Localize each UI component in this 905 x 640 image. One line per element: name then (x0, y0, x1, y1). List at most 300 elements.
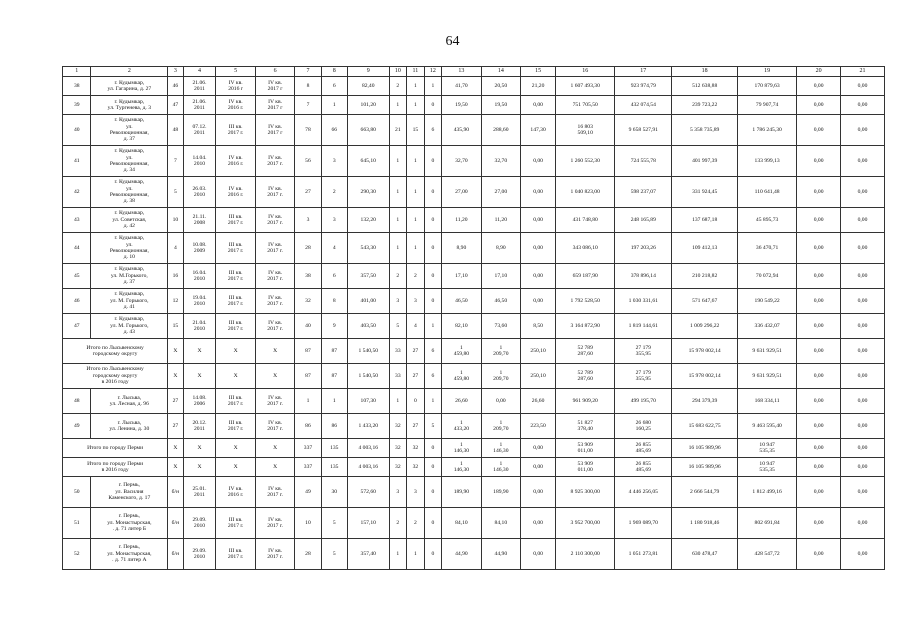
table-row (63, 177, 885, 208)
column-header: 18 (672, 67, 738, 77)
table-cell: X (216, 339, 255, 364)
table-cell: 49 (63, 414, 91, 439)
table-cell: 336 432,07 (738, 314, 797, 339)
table-cell: 0 (424, 458, 442, 477)
table-cell: 3 (295, 208, 321, 233)
table-cell: 645,10 (347, 146, 389, 177)
table-cell: X (183, 364, 216, 389)
table-cell: 1 (407, 208, 425, 233)
column-header: 7 (295, 67, 321, 77)
address-cell: г. Кудымкар, ул. Тургенева, д. 3 (91, 96, 168, 115)
table-cell: 4 003,16 (347, 458, 389, 477)
table-cell: 84,10 (442, 508, 481, 539)
table-cell: 0,00 (797, 264, 841, 289)
table-cell: X (216, 439, 255, 458)
table-cell: 29.09. 2010 (183, 539, 216, 570)
table-cell: 0 (424, 539, 442, 570)
table-cell: 86 (321, 414, 347, 439)
table-cell: 0,00 (521, 177, 556, 208)
table-cell: 1 607 493,30 (556, 77, 615, 96)
table-cell: 40 (63, 115, 91, 146)
table-cell: 0,00 (521, 146, 556, 177)
table-cell: 0,00 (797, 233, 841, 264)
table-cell: 598 237,07 (615, 177, 672, 208)
table-cell: 1 009 296,22 (672, 314, 738, 339)
table-cell: 1 051 273,81 (615, 539, 672, 570)
table-cell: 1 209,70 (481, 339, 520, 364)
table-cell: 26 855 485,69 (615, 458, 672, 477)
table-cell: 17,10 (442, 264, 481, 289)
table-cell: 1 819 144,61 (615, 314, 672, 339)
table-cell: 5 (424, 414, 442, 439)
table-cell: 1 (389, 208, 407, 233)
table-cell: 2 110 300,00 (556, 539, 615, 570)
table-cell: 70 072,94 (738, 264, 797, 289)
table-cell: 0,00 (797, 439, 841, 458)
table-cell: 79 907,74 (738, 96, 797, 115)
table-cell: 5 (389, 314, 407, 339)
table-cell: 44 (63, 233, 91, 264)
table-cell: 9 463 595,40 (738, 414, 797, 439)
table-cell: 87 (321, 364, 347, 389)
table-cell: 572,60 (347, 477, 389, 508)
column-header: 14 (481, 67, 520, 77)
table-cell: 331 924,45 (672, 177, 738, 208)
address-cell: г. Кудымкар, ул. М. Горького, д. 43 (91, 314, 168, 339)
table-cell: X (183, 439, 216, 458)
table-cell: 0,00 (521, 508, 556, 539)
table-cell: 0,00 (481, 389, 520, 414)
table-cell: 4 (168, 233, 183, 264)
table-cell: 0,00 (521, 289, 556, 314)
table-row (63, 389, 885, 414)
table-cell: 27 (168, 389, 183, 414)
table-cell: 0,00 (797, 414, 841, 439)
table-cell: III кв. 2017 г. (216, 414, 255, 439)
table-cell: 38 (63, 77, 91, 96)
table-cell: 1 (295, 389, 321, 414)
table-cell: 8 925 300,00 (556, 477, 615, 508)
table-cell: 0 (424, 477, 442, 508)
header-row (63, 67, 885, 77)
table-cell: 1 (321, 96, 347, 115)
table-cell: 20,50 (481, 77, 520, 96)
table-cell: 147,30 (521, 115, 556, 146)
table-cell: 1 (389, 539, 407, 570)
table-cell: 1 459,80 (442, 339, 481, 364)
table-cell: 0,00 (521, 233, 556, 264)
table-cell: 47 (63, 314, 91, 339)
table-cell: 109 412,13 (672, 233, 738, 264)
table-cell: 25.01. 2011 (183, 477, 216, 508)
table-cell: IV кв. 2016 г (216, 77, 255, 96)
table-cell: 21,20 (521, 77, 556, 96)
table-cell: III кв. 2017 г. (216, 233, 255, 264)
table-cell: 357,40 (347, 539, 389, 570)
table-row (63, 477, 885, 508)
table-cell: IV кв. 2017 г. (255, 289, 294, 314)
table-cell: 46 (63, 289, 91, 314)
table-cell: 2 666 544,79 (672, 477, 738, 508)
table-cell: 27 (407, 339, 425, 364)
table-cell: 135 (321, 458, 347, 477)
table-cell: 403,50 (347, 314, 389, 339)
table-cell: 543,30 (347, 233, 389, 264)
table-cell: 42 (63, 177, 91, 208)
table-cell: III кв. 2017 г. (216, 508, 255, 539)
table-cell: IV кв. 2017 г. (255, 177, 294, 208)
column-header: 20 (797, 67, 841, 77)
table-row (63, 264, 885, 289)
table-cell: IV кв. 2017 г. (255, 314, 294, 339)
address-cell: г. Кудымкар, ул. М. Горького, д. 41 (91, 289, 168, 314)
table-cell: 0,00 (797, 314, 841, 339)
table-cell: 0,00 (797, 389, 841, 414)
table-cell: 248 165,89 (615, 208, 672, 233)
table-cell: 0,00 (841, 439, 885, 458)
table-cell: 133 999,13 (738, 146, 797, 177)
table-cell: 52 789 287,60 (556, 364, 615, 389)
table-cell: 0,00 (521, 264, 556, 289)
table-cell: 78 (295, 115, 321, 146)
table-cell: 1 146,30 (481, 439, 520, 458)
table-cell: 137 687,18 (672, 208, 738, 233)
table-cell: 47 (168, 96, 183, 115)
table-cell: X (183, 458, 216, 477)
table-cell: 10 (168, 208, 183, 233)
table-cell: 7 (168, 146, 183, 177)
table-cell: 27 179 355,95 (615, 339, 672, 364)
table-cell: 51 (63, 508, 91, 539)
address-cell: г. Кудымкар, ул. Революционная, д. 10 (91, 233, 168, 264)
address-cell: г. Кудымкар, ул. Революционная, д. 34 (91, 146, 168, 177)
table-cell: 0 (424, 146, 442, 177)
table-cell: 51 827 378,40 (556, 414, 615, 439)
table-row (63, 96, 885, 115)
table-row (63, 508, 885, 539)
column-header: 2 (91, 67, 168, 77)
table-cell: 4 003,16 (347, 439, 389, 458)
table-cell: 0 (424, 289, 442, 314)
table-cell: 45 895,73 (738, 208, 797, 233)
table-cell: 29.09. 2010 (183, 508, 216, 539)
table-cell: 961 909,20 (556, 389, 615, 414)
table-cell: 15 978 002,14 (672, 339, 738, 364)
table-cell: 210 218,82 (672, 264, 738, 289)
table-cell: 0,00 (841, 389, 885, 414)
table-cell: 0,00 (797, 339, 841, 364)
table-cell: IV кв. 2017 г (255, 96, 294, 115)
table-cell: 46,50 (481, 289, 520, 314)
table-cell: 52 789 287,60 (556, 339, 615, 364)
table-cell: IV кв. 2016 г. (216, 477, 255, 508)
table-cell: 10 947 535,35 (738, 439, 797, 458)
table-cell: 0,00 (841, 289, 885, 314)
table-cell: 0,00 (797, 289, 841, 314)
table-row (63, 414, 885, 439)
table-cell: III кв. 2017 г. (216, 389, 255, 414)
table-cell: 82,10 (442, 314, 481, 339)
table-cell: 9 658 527,91 (615, 115, 672, 146)
total-row (63, 439, 885, 458)
table-cell: 15 (407, 115, 425, 146)
table-cell: 14.08. 2006 (183, 389, 216, 414)
table-cell: 0,00 (841, 458, 885, 477)
table-cell: IV кв. 2017 г (255, 115, 294, 146)
table-cell: 27 179 355,95 (615, 364, 672, 389)
table-cell: 1 (389, 389, 407, 414)
column-header: 5 (216, 67, 255, 77)
table-cell: 571 647,67 (672, 289, 738, 314)
table-cell: 170 879,63 (738, 77, 797, 96)
table-cell: 32 (407, 458, 425, 477)
table-cell: 0,00 (797, 508, 841, 539)
table-cell: 32,70 (442, 146, 481, 177)
table-cell: 3 (389, 477, 407, 508)
table-cell: 1 (389, 177, 407, 208)
column-header: 17 (615, 67, 672, 77)
table-cell: 197 203,26 (615, 233, 672, 264)
table-cell: III кв. 2017 г. (216, 115, 255, 146)
table-cell: 250,10 (521, 339, 556, 364)
table-cell: 630 478,47 (672, 539, 738, 570)
table-cell: 435,90 (442, 115, 481, 146)
table-cell: X (168, 364, 183, 389)
table-cell: 41,70 (442, 77, 481, 96)
table-cell: 07.12. 2011 (183, 115, 216, 146)
table-cell: 48 (168, 115, 183, 146)
table-cell: X (168, 458, 183, 477)
table-cell: 157,10 (347, 508, 389, 539)
table-cell: 132,20 (347, 208, 389, 233)
table-cell: 8,90 (442, 233, 481, 264)
table-cell: 1 030 331,61 (615, 289, 672, 314)
table-cell: 15 683 622,75 (672, 414, 738, 439)
column-header: 15 (521, 67, 556, 77)
table-cell: 0,00 (521, 477, 556, 508)
table-cell: 5 358 735,89 (672, 115, 738, 146)
table-cell: 343 086,10 (556, 233, 615, 264)
table-cell: 0 (424, 508, 442, 539)
table-cell: IV кв. 2017 г. (255, 264, 294, 289)
table-cell: 19,50 (481, 96, 520, 115)
column-header: 11 (407, 67, 425, 77)
table-cell: 32 (389, 414, 407, 439)
table-cell: X (255, 364, 294, 389)
table-row (63, 115, 885, 146)
table-cell: X (168, 339, 183, 364)
table-cell: 48 (63, 389, 91, 414)
table-cell: 0,00 (841, 177, 885, 208)
table-cell: 10 (295, 508, 321, 539)
table-cell: 1 180 918,46 (672, 508, 738, 539)
table-cell: 56 (295, 146, 321, 177)
table-cell: 43 (63, 208, 91, 233)
table-row (63, 539, 885, 570)
table-cell: 1 (407, 77, 425, 96)
table-cell: 0,00 (797, 539, 841, 570)
table-cell: 40 (295, 314, 321, 339)
table-cell: 46,50 (442, 289, 481, 314)
table-cell: 32 (389, 458, 407, 477)
table-cell: 16 (168, 264, 183, 289)
table-cell: 0,00 (841, 477, 885, 508)
table-cell: 0,00 (841, 339, 885, 364)
total-row (63, 339, 885, 364)
table-row (63, 289, 885, 314)
table-cell: 110 641,48 (738, 177, 797, 208)
table-cell: 663,80 (347, 115, 389, 146)
table-cell: 41 (63, 146, 91, 177)
table-cell: 10.08. 2009 (183, 233, 216, 264)
table-cell: 2 (407, 264, 425, 289)
table-cell: 32 (407, 439, 425, 458)
table-cell: X (255, 339, 294, 364)
table-cell: 3 952 700,00 (556, 508, 615, 539)
table-cell: 30 (321, 477, 347, 508)
address-cell: г. Лысьва, ул. Ленина, д. 30 (91, 414, 168, 439)
table-cell: 1 (424, 314, 442, 339)
table-cell: 52 (63, 539, 91, 570)
table-cell: 499 195,70 (615, 389, 672, 414)
table-cell: 44,90 (481, 539, 520, 570)
table-cell: IV кв. 2017 г. (255, 208, 294, 233)
table-cell: 15 (168, 314, 183, 339)
table-cell: 0 (407, 389, 425, 414)
table-cell: 0,00 (841, 115, 885, 146)
table-cell: 1 (389, 96, 407, 115)
table-cell: 87 (295, 364, 321, 389)
table-cell: 87 (295, 339, 321, 364)
table-cell: 0,00 (841, 264, 885, 289)
table-cell: 0,00 (797, 96, 841, 115)
table-cell: III кв. 2017 г. (216, 289, 255, 314)
table-cell: 9 (321, 314, 347, 339)
table-cell: 0 (424, 233, 442, 264)
table-cell: 1 540,50 (347, 364, 389, 389)
table-cell: 0,00 (521, 96, 556, 115)
column-header: 12 (424, 67, 442, 77)
table-cell: 0 (424, 177, 442, 208)
table-cell: 16 105 989,96 (672, 458, 738, 477)
table-cell: 0,00 (841, 146, 885, 177)
table-cell: 8,90 (481, 233, 520, 264)
table-cell: 0,00 (841, 233, 885, 264)
table-cell: 401,00 (347, 289, 389, 314)
column-header: 19 (738, 67, 797, 77)
table-cell: 0,00 (841, 208, 885, 233)
total-label: Итого по городу Перми (63, 439, 168, 458)
table-cell: 0,00 (521, 458, 556, 477)
table-cell: 53 909 011,00 (556, 439, 615, 458)
table-cell: 1 (321, 389, 347, 414)
table-cell: 724 555,78 (615, 146, 672, 177)
address-cell: г. Лысьва, ул. Лесная, д. 96 (91, 389, 168, 414)
column-header: 3 (168, 67, 183, 77)
table-cell: 0,00 (797, 177, 841, 208)
table-row (63, 314, 885, 339)
table-cell: 401 997,39 (672, 146, 738, 177)
address-cell: г. Пермь, ул. Монастырская, . д. 71 литер А (91, 539, 168, 570)
table-cell: III кв. 2017 г. (216, 264, 255, 289)
table-cell: 223,50 (521, 414, 556, 439)
table-cell: 9 631 929,51 (738, 364, 797, 389)
table-cell: 14.04. 2010 (183, 146, 216, 177)
data-table (62, 66, 885, 570)
table-cell: 26,60 (442, 389, 481, 414)
table-cell: X (168, 439, 183, 458)
table-cell: 5 (321, 539, 347, 570)
column-header: 6 (255, 67, 294, 77)
table-cell: 4 (407, 314, 425, 339)
table-cell: 36 470,71 (738, 233, 797, 264)
table-cell: 66 (321, 115, 347, 146)
table-cell: 2 (389, 77, 407, 96)
table-cell: 2 (389, 264, 407, 289)
page-number: 64 (445, 34, 460, 49)
table-cell: 45 (63, 264, 91, 289)
table-cell: 337 (295, 439, 321, 458)
address-cell: г. Пермь, ул. Василия Каменского, д. 17 (91, 477, 168, 508)
column-header: 16 (556, 67, 615, 77)
table-row (63, 233, 885, 264)
table-cell: IV кв. 2017 г. (255, 508, 294, 539)
table-cell: 3 (321, 146, 347, 177)
table-cell: 294 379,39 (672, 389, 738, 414)
table-cell: 3 (321, 208, 347, 233)
table-cell: 923 974,79 (615, 77, 672, 96)
table-cell: III кв. 2017 г. (216, 314, 255, 339)
table-cell: 189,90 (442, 477, 481, 508)
table-cell: 0,00 (841, 508, 885, 539)
table-cell: 15 978 002,14 (672, 364, 738, 389)
table-cell: 38 (295, 264, 321, 289)
table-cell: 1 260 552,30 (556, 146, 615, 177)
table-cell: 1 (389, 233, 407, 264)
table-cell: 21.06. 2011 (183, 96, 216, 115)
table-cell: 16 105 989,96 (672, 439, 738, 458)
table-cell: 6 (424, 115, 442, 146)
table-cell: 28 (295, 539, 321, 570)
table-cell: 0,00 (797, 364, 841, 389)
table-cell: 1 (407, 539, 425, 570)
table-row (63, 146, 885, 177)
address-cell: г. Кудымкар, ул. Революционная, д. 37 (91, 115, 168, 146)
table-cell: 44,90 (442, 539, 481, 570)
table-cell: 32,70 (481, 146, 520, 177)
column-header: 9 (347, 67, 389, 77)
table-cell: 0,00 (521, 539, 556, 570)
table-cell: 802 691,84 (738, 508, 797, 539)
table-cell: 512 638,88 (672, 77, 738, 96)
table-cell: 9 631 929,51 (738, 339, 797, 364)
table-cell: 0,00 (841, 96, 885, 115)
table-cell: 20.12. 2011 (183, 414, 216, 439)
table-cell: 19,50 (442, 96, 481, 115)
table-row (63, 77, 885, 96)
table-cell: 1 812 499,16 (738, 477, 797, 508)
table-cell: 82,40 (347, 77, 389, 96)
table-cell: 288,60 (481, 115, 520, 146)
table-cell: 2 (389, 508, 407, 539)
table-cell: 337 (295, 458, 321, 477)
table-cell: 12 (168, 289, 183, 314)
table-cell: 0 (424, 96, 442, 115)
total-label: Итого по городу Перми в 2016 году (63, 458, 168, 477)
table-cell: III кв. 2017 г. (216, 208, 255, 233)
table-cell: 0 (424, 208, 442, 233)
table-cell: 8 (321, 289, 347, 314)
